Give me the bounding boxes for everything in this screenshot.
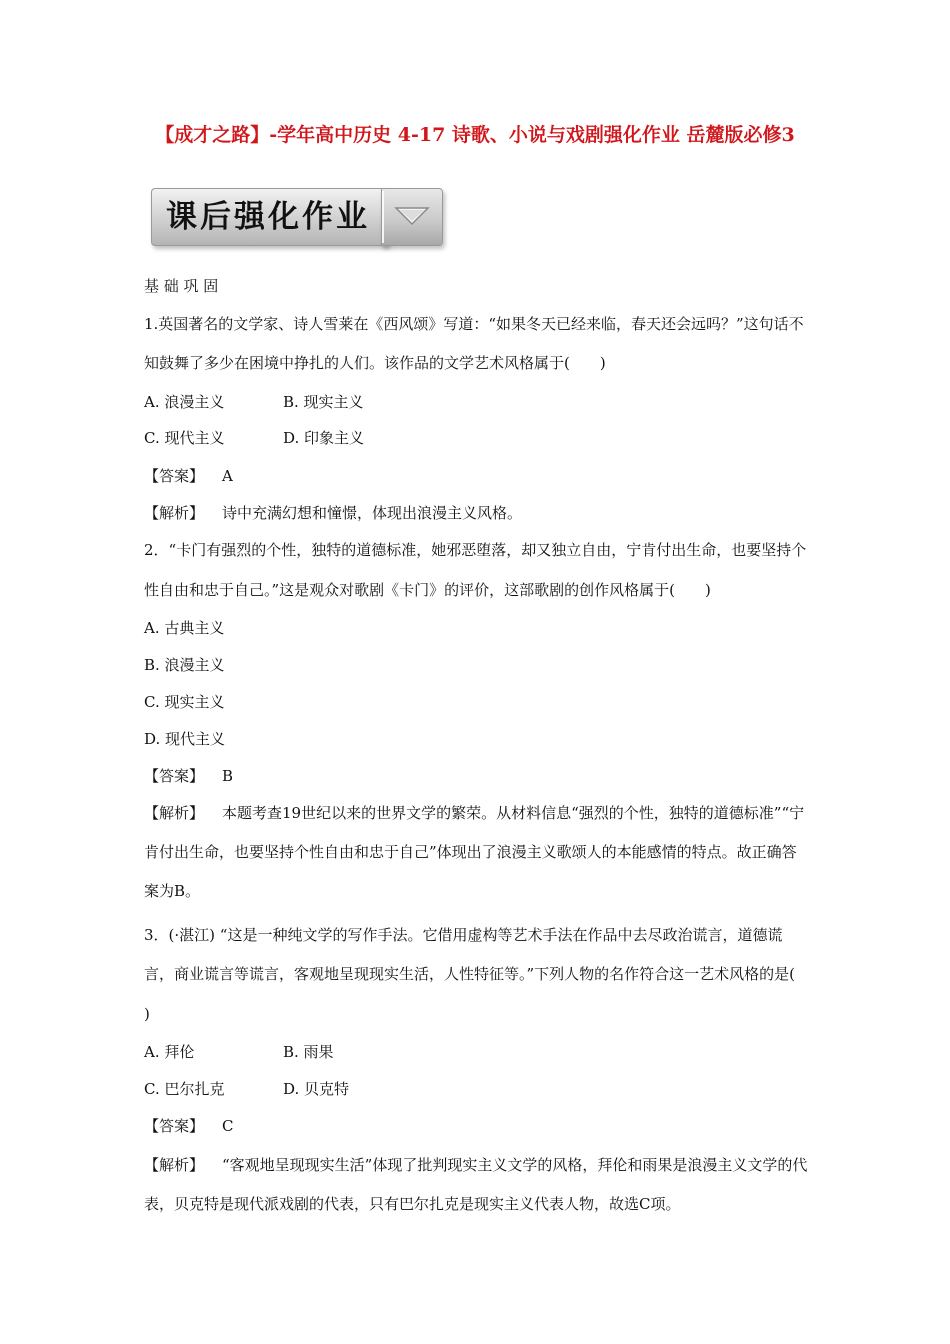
banner-divider bbox=[382, 191, 384, 243]
q3-analysis-line1 bbox=[144, 1155, 807, 1175]
q2-answer bbox=[144, 766, 233, 786]
q2-stem-line1: 2．“卡门有强烈的个性，独特的道德标准，她邪恶堕落，却又独立自由，宁肯付出生命，也要坚持个 bbox=[144, 541, 807, 559]
q2-option-d: D. 现代主义 bbox=[144, 730, 226, 748]
q3-option-a: A. 拜伦 bbox=[144, 1043, 195, 1061]
q3-answer-value: C bbox=[222, 1117, 234, 1135]
q3-answer-tag: 【答案】 bbox=[144, 1117, 205, 1135]
q3-option-d: D. 贝克特 bbox=[283, 1080, 350, 1098]
q1-analysis bbox=[144, 503, 522, 523]
q3-option-b: B. 雨果 bbox=[283, 1043, 334, 1061]
section-label: 基 础 巩 固 bbox=[144, 277, 219, 295]
q3-answer bbox=[144, 1116, 234, 1136]
document-title: 【成才之路】-学年高中历史 4-17 诗歌、小说与戏剧强化作业 岳麓版必修3 bbox=[155, 124, 795, 146]
q3-analysis-tag: 【解析】 bbox=[144, 1156, 205, 1174]
q3-option-c: C. 巴尔扎克 bbox=[144, 1080, 225, 1098]
q1-stem-line1: 1.英国著名的文学家、诗人雪莱在《西风颂》写道：“如果冬天已经来临，春天还会远吗？”这句话不 bbox=[144, 315, 804, 333]
banner-label: 课后强化作业 bbox=[166, 199, 370, 235]
q3-stem-line3: ) bbox=[144, 1005, 150, 1023]
q1-option-b: B. 现实主义 bbox=[283, 393, 364, 411]
q1-option-d: D. 印象主义 bbox=[283, 429, 365, 447]
q3-stem-line1: 3．(·湛江) “这是一种纯文学的写作手法。它借用虚构等艺术手法在作品中去尽政治谎言，道德谎 bbox=[144, 926, 783, 944]
q2-analysis-line1 bbox=[144, 803, 804, 823]
q3-stem-line2: 言，商业谎言等谎言，客观地呈现现实生活，人性特征等。”下列人物的名作符合这一艺术风格的是( bbox=[144, 965, 796, 983]
banner-body bbox=[151, 188, 388, 246]
q3-analysis-line2: 表，贝克特是现代派戏剧的代表，只有巴尔扎克是现实主义代表人物，故选C项。 bbox=[144, 1195, 681, 1213]
q2-analysis-line2: 肯付出生命，也要坚持个性自由和忠于自己”体现出了浪漫主义歌颂人的本能感情的特点。故正确答 bbox=[144, 843, 797, 861]
section-banner bbox=[146, 181, 446, 251]
q2-stem-line2: 性自由和忠于自己。”这是观众对歌剧《卡门》的评价，这部歌剧的创作风格属于( ) bbox=[144, 581, 711, 599]
q1-analysis-text: 诗中充满幻想和憧憬，体现出浪漫主义风格。 bbox=[222, 504, 523, 522]
q2-analysis-text1: 本题考查19世纪以来的世界文学的繁荣。从材料信息“强烈的个性，独特的道德标准”“宁 bbox=[222, 804, 805, 822]
q2-analysis-line3: 案为B。 bbox=[144, 882, 201, 900]
q2-option-a: A. 古典主义 bbox=[144, 619, 225, 637]
q1-answer-tag: 【答案】 bbox=[144, 467, 205, 485]
q1-answer bbox=[144, 466, 233, 486]
q1-option-a: A. 浪漫主义 bbox=[144, 393, 225, 411]
q1-answer-value: A bbox=[222, 467, 233, 485]
q2-option-b: B. 浪漫主义 bbox=[144, 656, 225, 674]
q1-stem-line2: 知鼓舞了多少在困境中挣扎的人们。该作品的文学艺术风格属于( ) bbox=[144, 354, 606, 372]
q2-analysis-tag: 【解析】 bbox=[144, 804, 205, 822]
chevron-down-icon bbox=[394, 205, 430, 229]
q2-option-c: C. 现实主义 bbox=[144, 693, 225, 711]
q3-analysis-text1: “客观地呈现现实生活”体现了批判现实主义文学的风格，拜伦和雨果是浪漫主义文学的代 bbox=[222, 1156, 808, 1174]
q2-answer-tag: 【答案】 bbox=[144, 767, 205, 785]
q1-option-c: C. 现代主义 bbox=[144, 429, 225, 447]
banner-tab bbox=[381, 188, 443, 246]
q1-analysis-tag: 【解析】 bbox=[144, 504, 205, 522]
q2-answer-value: B bbox=[222, 767, 234, 785]
